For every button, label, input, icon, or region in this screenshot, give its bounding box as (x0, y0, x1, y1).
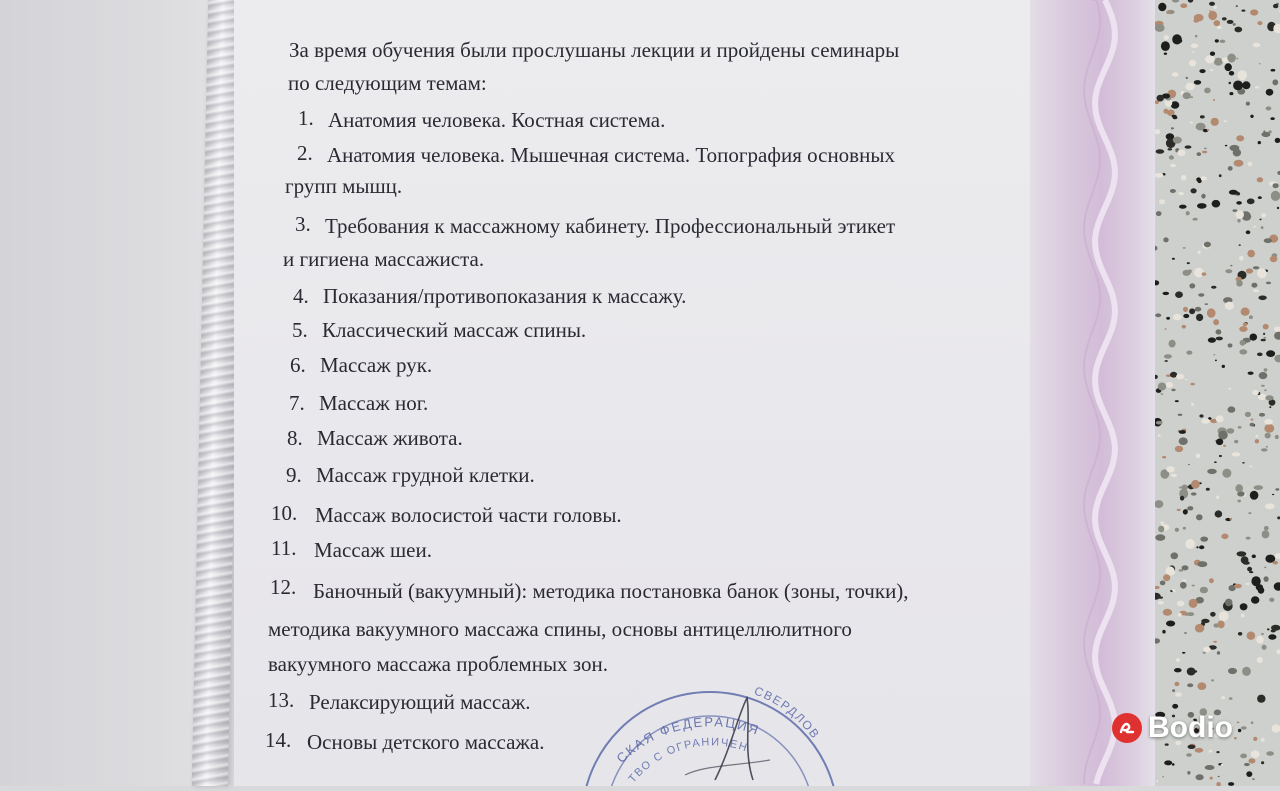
list-item-text: Анатомия человека. Костная система. (328, 108, 666, 132)
list-item-number: 11. (271, 536, 297, 560)
list-item-number: 14. (265, 728, 292, 752)
list-item-text: методика вакуумного массажа спины, основы антицеллюлитного (268, 617, 852, 641)
official-stamp (565, 680, 835, 791)
bodio-watermark (1112, 708, 1233, 748)
list-item-number: 10. (271, 501, 298, 525)
list-item-text: Массаж волосистой части головы. (315, 503, 622, 527)
stamp-inner-text: ТВО С ОГРАНИЧЕН (626, 736, 750, 786)
list-item-number: 9. (286, 463, 302, 487)
bodio-logo-icon (1112, 713, 1142, 743)
list-item-text: Массаж живота. (317, 426, 463, 450)
list-item-number: 13. (268, 688, 295, 712)
list-item-number: 3. (295, 212, 311, 236)
list-item-text: Массаж рук. (320, 353, 433, 377)
stamp-right-text: СВЕРДЛОВ (752, 683, 823, 742)
intro-line: по следующим темам: (288, 71, 487, 95)
list-item-text: вакуумного массажа проблемных зон. (268, 652, 608, 676)
list-item-number: 4. (293, 284, 309, 308)
svg-text:СВЕРДЛОВ (752, 684, 822, 742)
list-item-text: Анатомия человека. Мышечная система. Топография основных (327, 143, 895, 167)
list-item-text: Релаксирующий массаж. (309, 690, 531, 714)
list-item-number: 1. (298, 106, 314, 130)
list-item-number: 6. (290, 353, 306, 377)
list-item-text: Показания/противопоказания к массажу. (323, 284, 687, 308)
list-item-text: Массаж ног. (319, 391, 429, 415)
list-item-text: Основы детского массажа. (307, 730, 545, 754)
list-item-number: 2. (297, 141, 313, 165)
list-item-text: Баночный (вакуумный): методика постановка банок (зоны, точки), (313, 579, 909, 603)
list-item-number: 7. (289, 391, 305, 415)
list-item-number: 5. (292, 318, 308, 342)
list-item-text: Классический массаж спины. (322, 318, 587, 342)
list-item-text: Массаж шеи. (314, 538, 432, 562)
list-item-text: Массаж грудной клетки. (316, 463, 535, 487)
list-item-text: групп мышц. (285, 174, 403, 198)
list-item-number: 8. (287, 426, 303, 450)
bodio-brand-text: Bodio (1148, 711, 1233, 744)
list-item-text: и гигиена массажиста. (283, 247, 485, 271)
list-item-text: Требования к массажному кабинету. Профессиональный этикет (325, 214, 896, 238)
intro-line: За время обучения были прослушаны лекции и пройдены семинары (289, 38, 900, 62)
list-item-number: 12. (270, 575, 297, 599)
stamp-outer-text: СКАЯ ФЕДЕРАЦИЯ (613, 714, 763, 766)
